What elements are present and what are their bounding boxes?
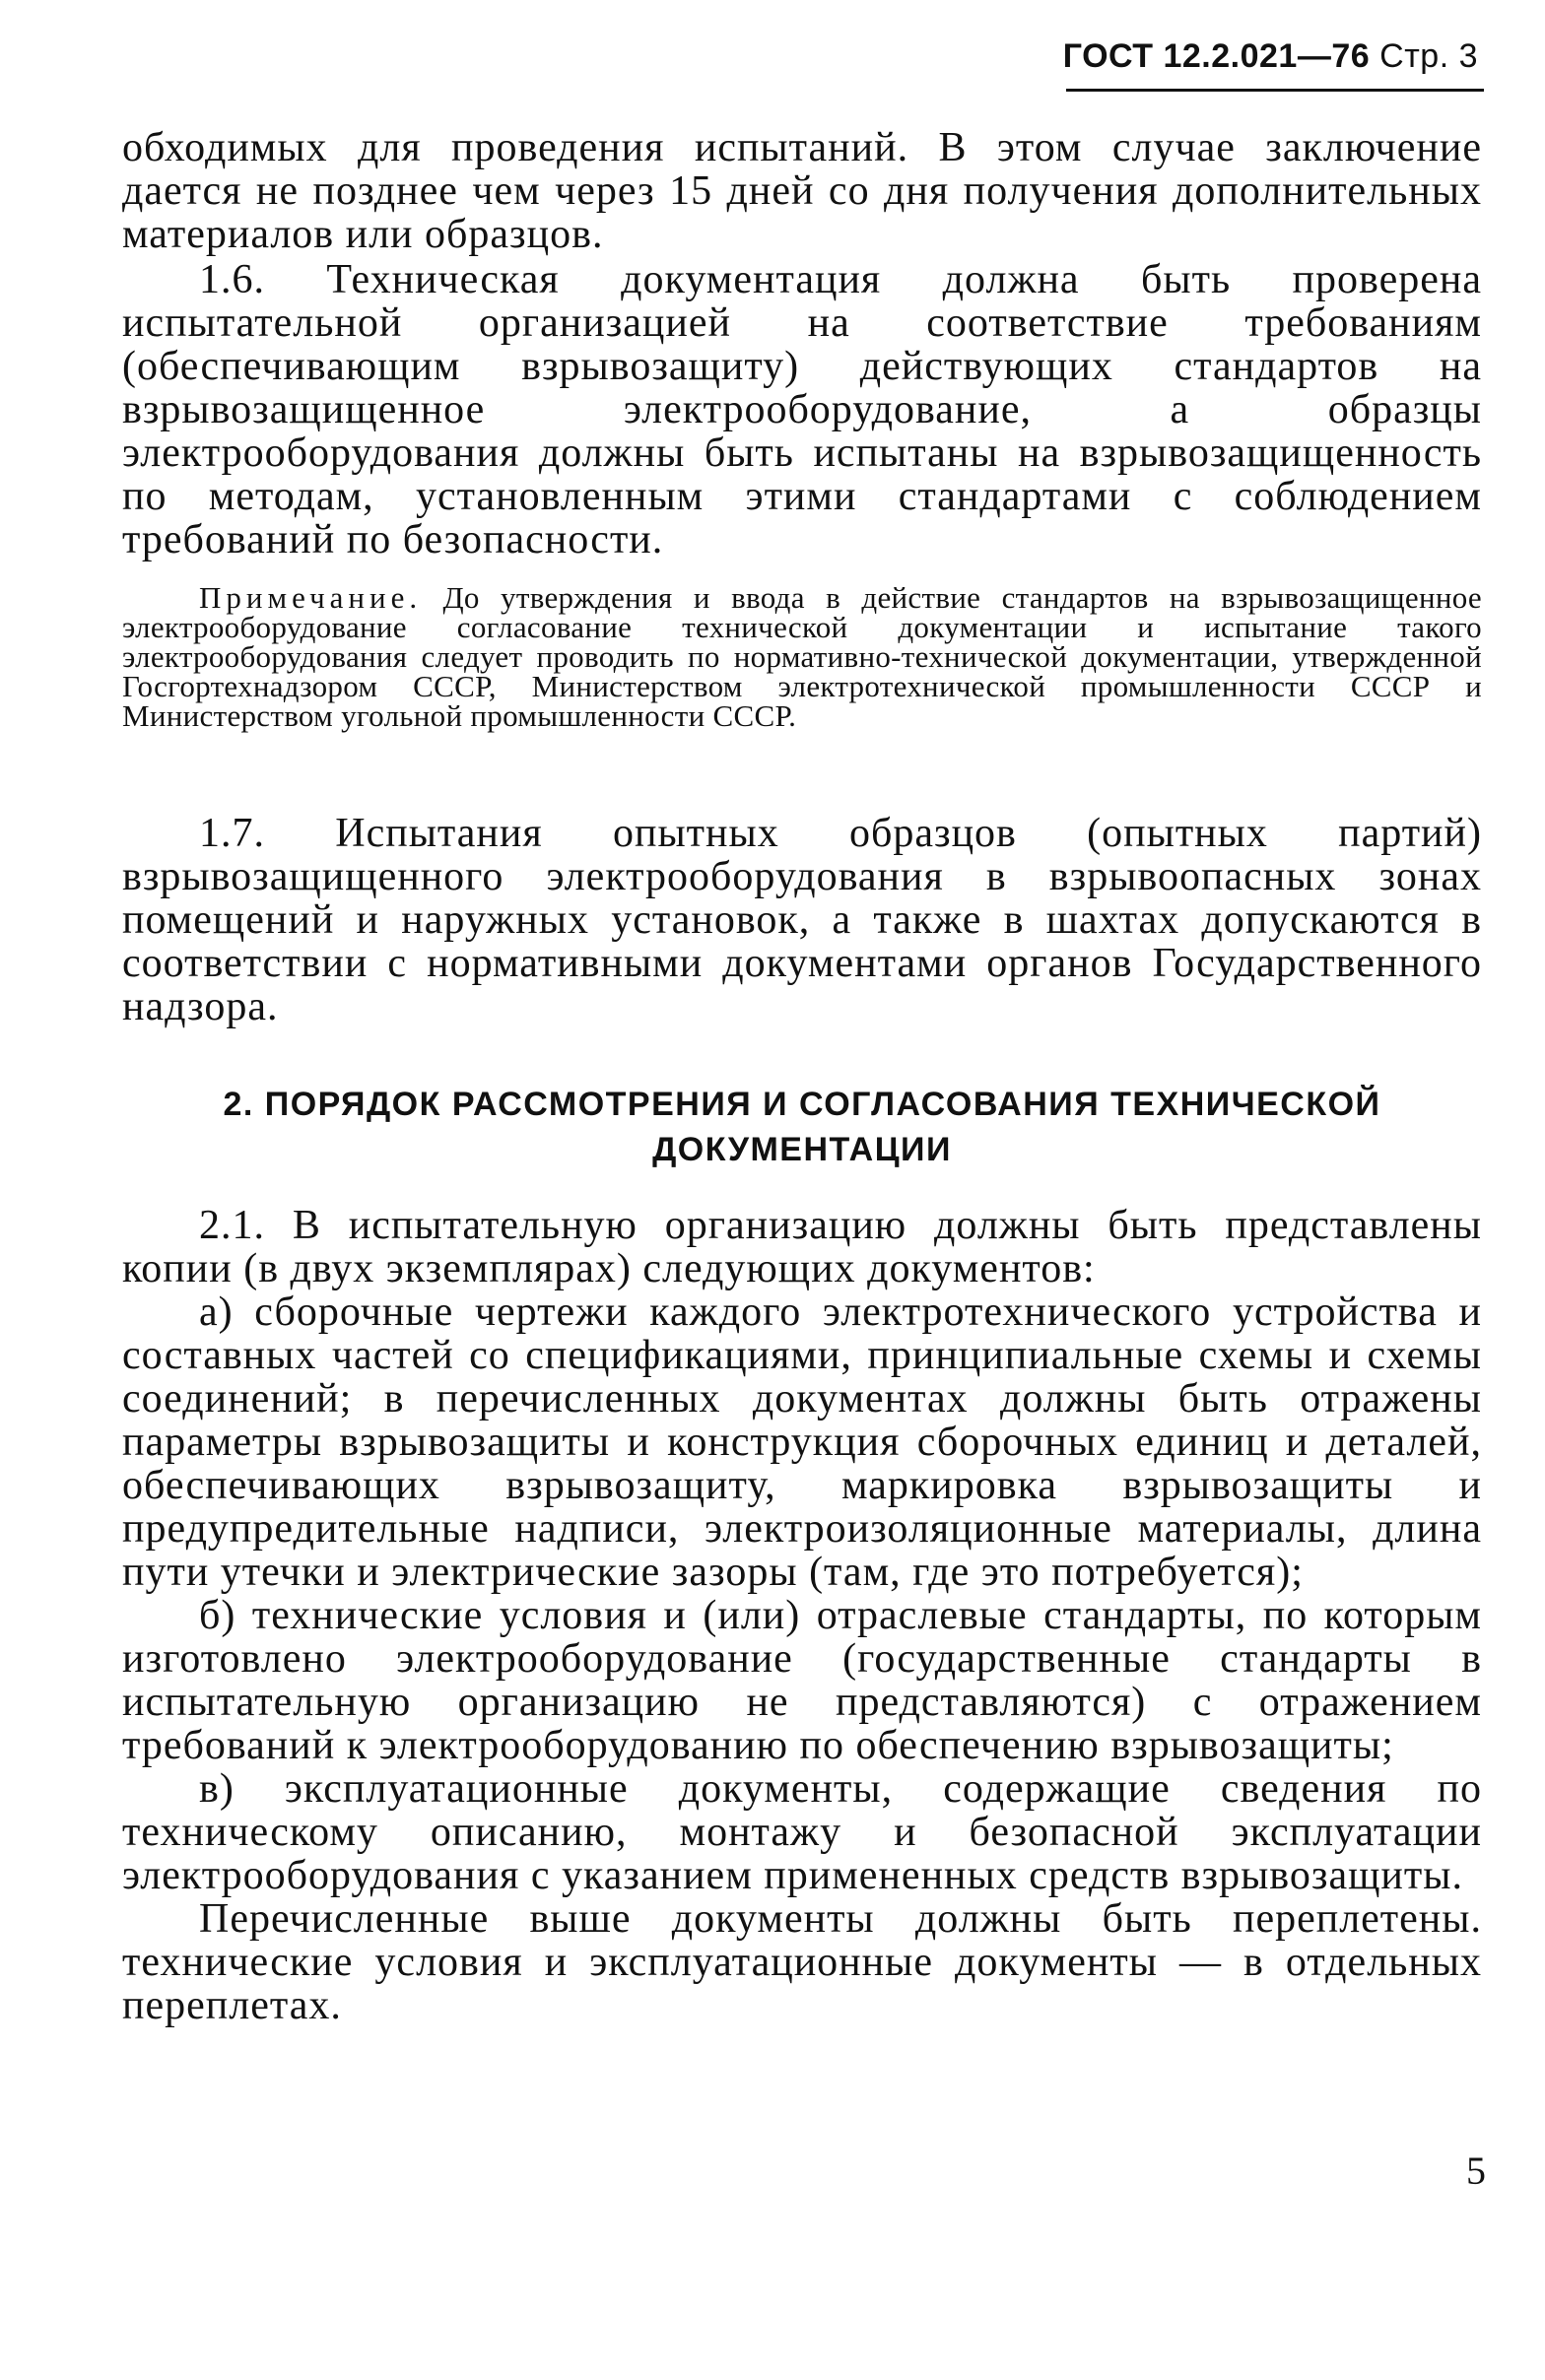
- header-rule: [1066, 89, 1484, 92]
- closing-paragraph: Перечисленные выше документы должны быть переплетены. технические условия и эксплуатационные документы — в отдельных переплетах.: [122, 1896, 1482, 2028]
- note-text: До утверждения и ввода в действие стандартов на взрывозащищенное электрооборудование согласование технической документации и испытание такого электрооборудования следует проводить по нормативно-технической документации, утвержденной Госгортехнадзором СССР, Министерством электротехнической промышленности СССР и Министерством угольной промышленности СССР.: [122, 580, 1482, 733]
- note-block: [122, 580, 1482, 733]
- standard-number: ГОСТ 12.2.021—76: [1062, 37, 1371, 75]
- paragraph-text: обходимых для проведения испытаний. В этом случае заключение дается не позднее чем через 15 дней со дня получения дополнительных материалов или образцов.: [122, 125, 1482, 257]
- paragraph-text: 1.6. Техническая документация должна быть проверена испытательной организацией на соответствие требованиям (обеспечивающим взрывозащиту) действующих стандартов на взрывозащищенное электрооборудование, а образцы электрооборудования должны быть испытаны на взрывозащищенность по методам, установленным этими стандартами с соблюдением требований по безопасности.: [122, 257, 1482, 562]
- list-item-a: а) сборочные чертежи каждого электротехнического устройства и составных частей со спецификациями, принципиальные схемы и схемы соединений; в перечисленных документах должны быть отражены параметры взрывозащиты и конструкция сборочных единиц и деталей, обеспечивающих взрывозащиту, маркировка взрывозащиты и предупредительные надписи, электроизоляционные материалы, длина пути утечки и электрические зазоры (там, где это потребуется);: [122, 1289, 1482, 1595]
- clause-1-7: [122, 812, 1482, 1028]
- clause-1-6: [122, 258, 1482, 562]
- header-page-label: Стр. 3: [1379, 37, 1478, 75]
- page-number: 5: [1466, 2149, 1486, 2193]
- list-item-b: б) технические условия и (или) отраслевые стандарты, по которым изготовлено электрооборудование (государственные стандарты в испытательную организацию не представляются) с отражением требований к электрооборудованию по обеспечению взрывозащиты;: [122, 1593, 1482, 1768]
- list-item-v: в) эксплуатационные документы, содержащие сведения по техническому описанию, монтажу и безопасной эксплуатации электрооборудования с указанием примененных средств взрывозащиты.: [122, 1766, 1482, 1898]
- running-header: [1063, 37, 1478, 76]
- continued-paragraph: [122, 126, 1482, 256]
- section-heading: 2. ПОРЯДОК РАССМОТРЕНИЯ И СОГЛАСОВАНИЯ ТЕХНИЧЕСКОЙ ДОКУМЕНТАЦИИ: [223, 1086, 1381, 1168]
- paragraph-text: 1.7. Испытания опытных образцов (опытных партий) взрывозащищенного электрооборудования в взрывоопасных зонах помещений и наружных установок, а также в шахтах допускаются в соответствии с нормативными документами органов Государственного надзора.: [122, 811, 1482, 1029]
- note-label: Примечание.: [199, 580, 423, 615]
- section-2-body: [122, 1204, 1482, 2027]
- clause-2-1: 2.1. В испытательную организацию должны быть представлены копии (в двух экземплярах) следующих документов:: [122, 1203, 1482, 1291]
